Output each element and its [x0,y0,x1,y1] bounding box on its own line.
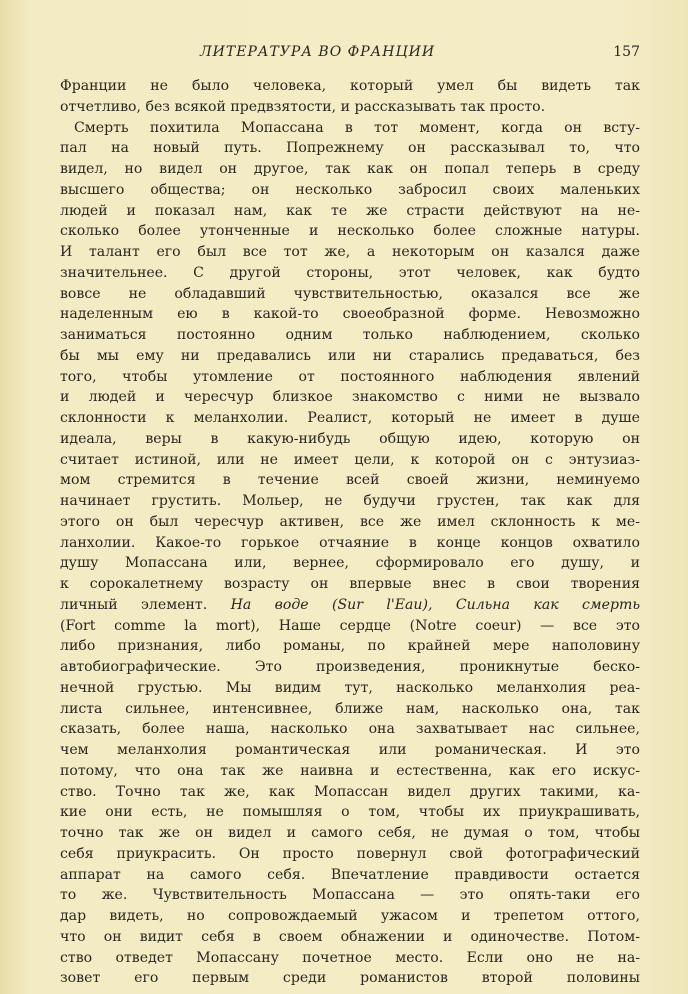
text-line: бы мы ему ни предавались или ни старались предаваться, без [60,347,640,364]
text-line: ланхолии. Какое-то горькое отчаяние в конце концов охватило [60,534,640,551]
page-number: 157 [613,44,640,60]
text-line: отчетливо, без всякой предвзятости, и рассказывать так просто. [60,98,546,115]
text-line: сколько более утонченные и несколько более сложные натуры. [60,223,640,240]
text-line: и людей и чересчур близкое знакомство с ними не вызвало [60,389,640,406]
text-span: личный элемент. [60,596,208,613]
text-line: чем меланхолия романтическая или романическая. И это [60,742,640,758]
text-line-with-italics [60,595,640,616]
page-header [60,44,640,64]
text-line: значительнее. С другой стороны, этот человек, как будто [60,264,640,281]
text-line: пал на новый путь. Попрежнему он рассказывал то, что [60,140,640,157]
text-line: себя приукрасить. Он просто повернул свой фотографический [60,845,640,862]
text-line: наделенным ею в какой-то своеобразной форме. Невозможно [60,306,640,323]
text-line: дар видеть, но сопровождаемый ужасом и трепетом оттого, [60,908,640,924]
text-line: идеала, веры в какую-нибудь общую идею, которую он [60,430,640,447]
text-line: видел, но видел он другое, так как он попал теперь в среду [60,161,640,177]
text-line: Франции не было человека, который умел бы видеть так [60,78,640,94]
text-line: Смерть похитила Мопассана в тот момент, когда он всту- [74,119,640,136]
text-line: начинает грустить. Мольер, не будучи грустен, так как для [60,493,640,509]
text-line: аппарат на самого себя. Впечатление правдивости остается [60,866,640,883]
text-line: считает истиной, или не имеет цели, к которой он с энтузиаз- [60,451,640,468]
text-line: мом стремится в течение всей своей жизни, неминуемо [60,472,640,489]
text-line: заниматься постоянно одним только наблюдением, сколько [60,327,640,343]
text-line: к сорокалетнему возрасту он впервые внес в свои творения [60,576,640,592]
text-line: потому, что она так же наивна и естественна, как его искус- [60,762,640,779]
text-line: сказать, более наша, насколько она захватывает нас сильнее, [60,721,640,738]
italic-title: На воде (Sur l'Eau), Сильна как смерть [230,596,640,613]
text-line: то же. Чувствительность Мопассана — это опять-таки его [60,887,640,904]
text-line: того, чтобы утомление от постоянного наблюдения явлений [60,368,640,385]
text-line: высшего общества; он несколько забросил своих маленьких [60,181,640,198]
text-line: вовсе не обладавший чувствительностью, оказался все же [60,285,640,302]
text-line: этого он был чересчур активен, все же имел склонность к ме- [60,513,640,530]
text-line: кие они есть, не помышляя о том, чтобы их приукрашивать, [60,804,640,821]
text-line: зовет его первым среди романистов второй половины [60,970,640,987]
running-title: ЛИТЕРАТУРА ВО ФРАНЦИИ [200,44,436,60]
text-line: ство. Точно так же, как Мопассан видел других такими, ка- [60,783,640,800]
text-line: точно так же он видел и самого себя, не думая о том, чтобы [60,825,640,841]
text-line: склонности к меланхолии. Реалист, который не имеет в душе [60,410,640,426]
text-line: (Fort comme la mort), Наше сердце (Notre coeur) — все это [60,617,640,634]
text-line: что он видит себя в своем обнажении и одиночестве. Потом- [60,928,640,945]
text-line: листа сильнее, интенсивнее, ближе нам, насколько она, так [60,700,640,717]
text-line: автобиографические. Это произведения, проникнутые беско- [60,659,640,675]
text-line: людей и показал нам, как те же страсти действуют на не- [60,202,640,219]
body-text [60,76,640,989]
text-line: либо признания, либо романы, по крайней мере наполовину [60,638,640,655]
text-line: нечной грустью. Мы видим тут, насколько меланхолия реа- [60,679,640,696]
text-line: И талант его был все тот же, а некоторым он казался даже [60,244,640,260]
text-line: ство отведет Мопассану почетное место. Если оно не на- [60,949,640,966]
text-line: душу Мопассана или, вернее, сформировало его душу, и [60,555,640,572]
